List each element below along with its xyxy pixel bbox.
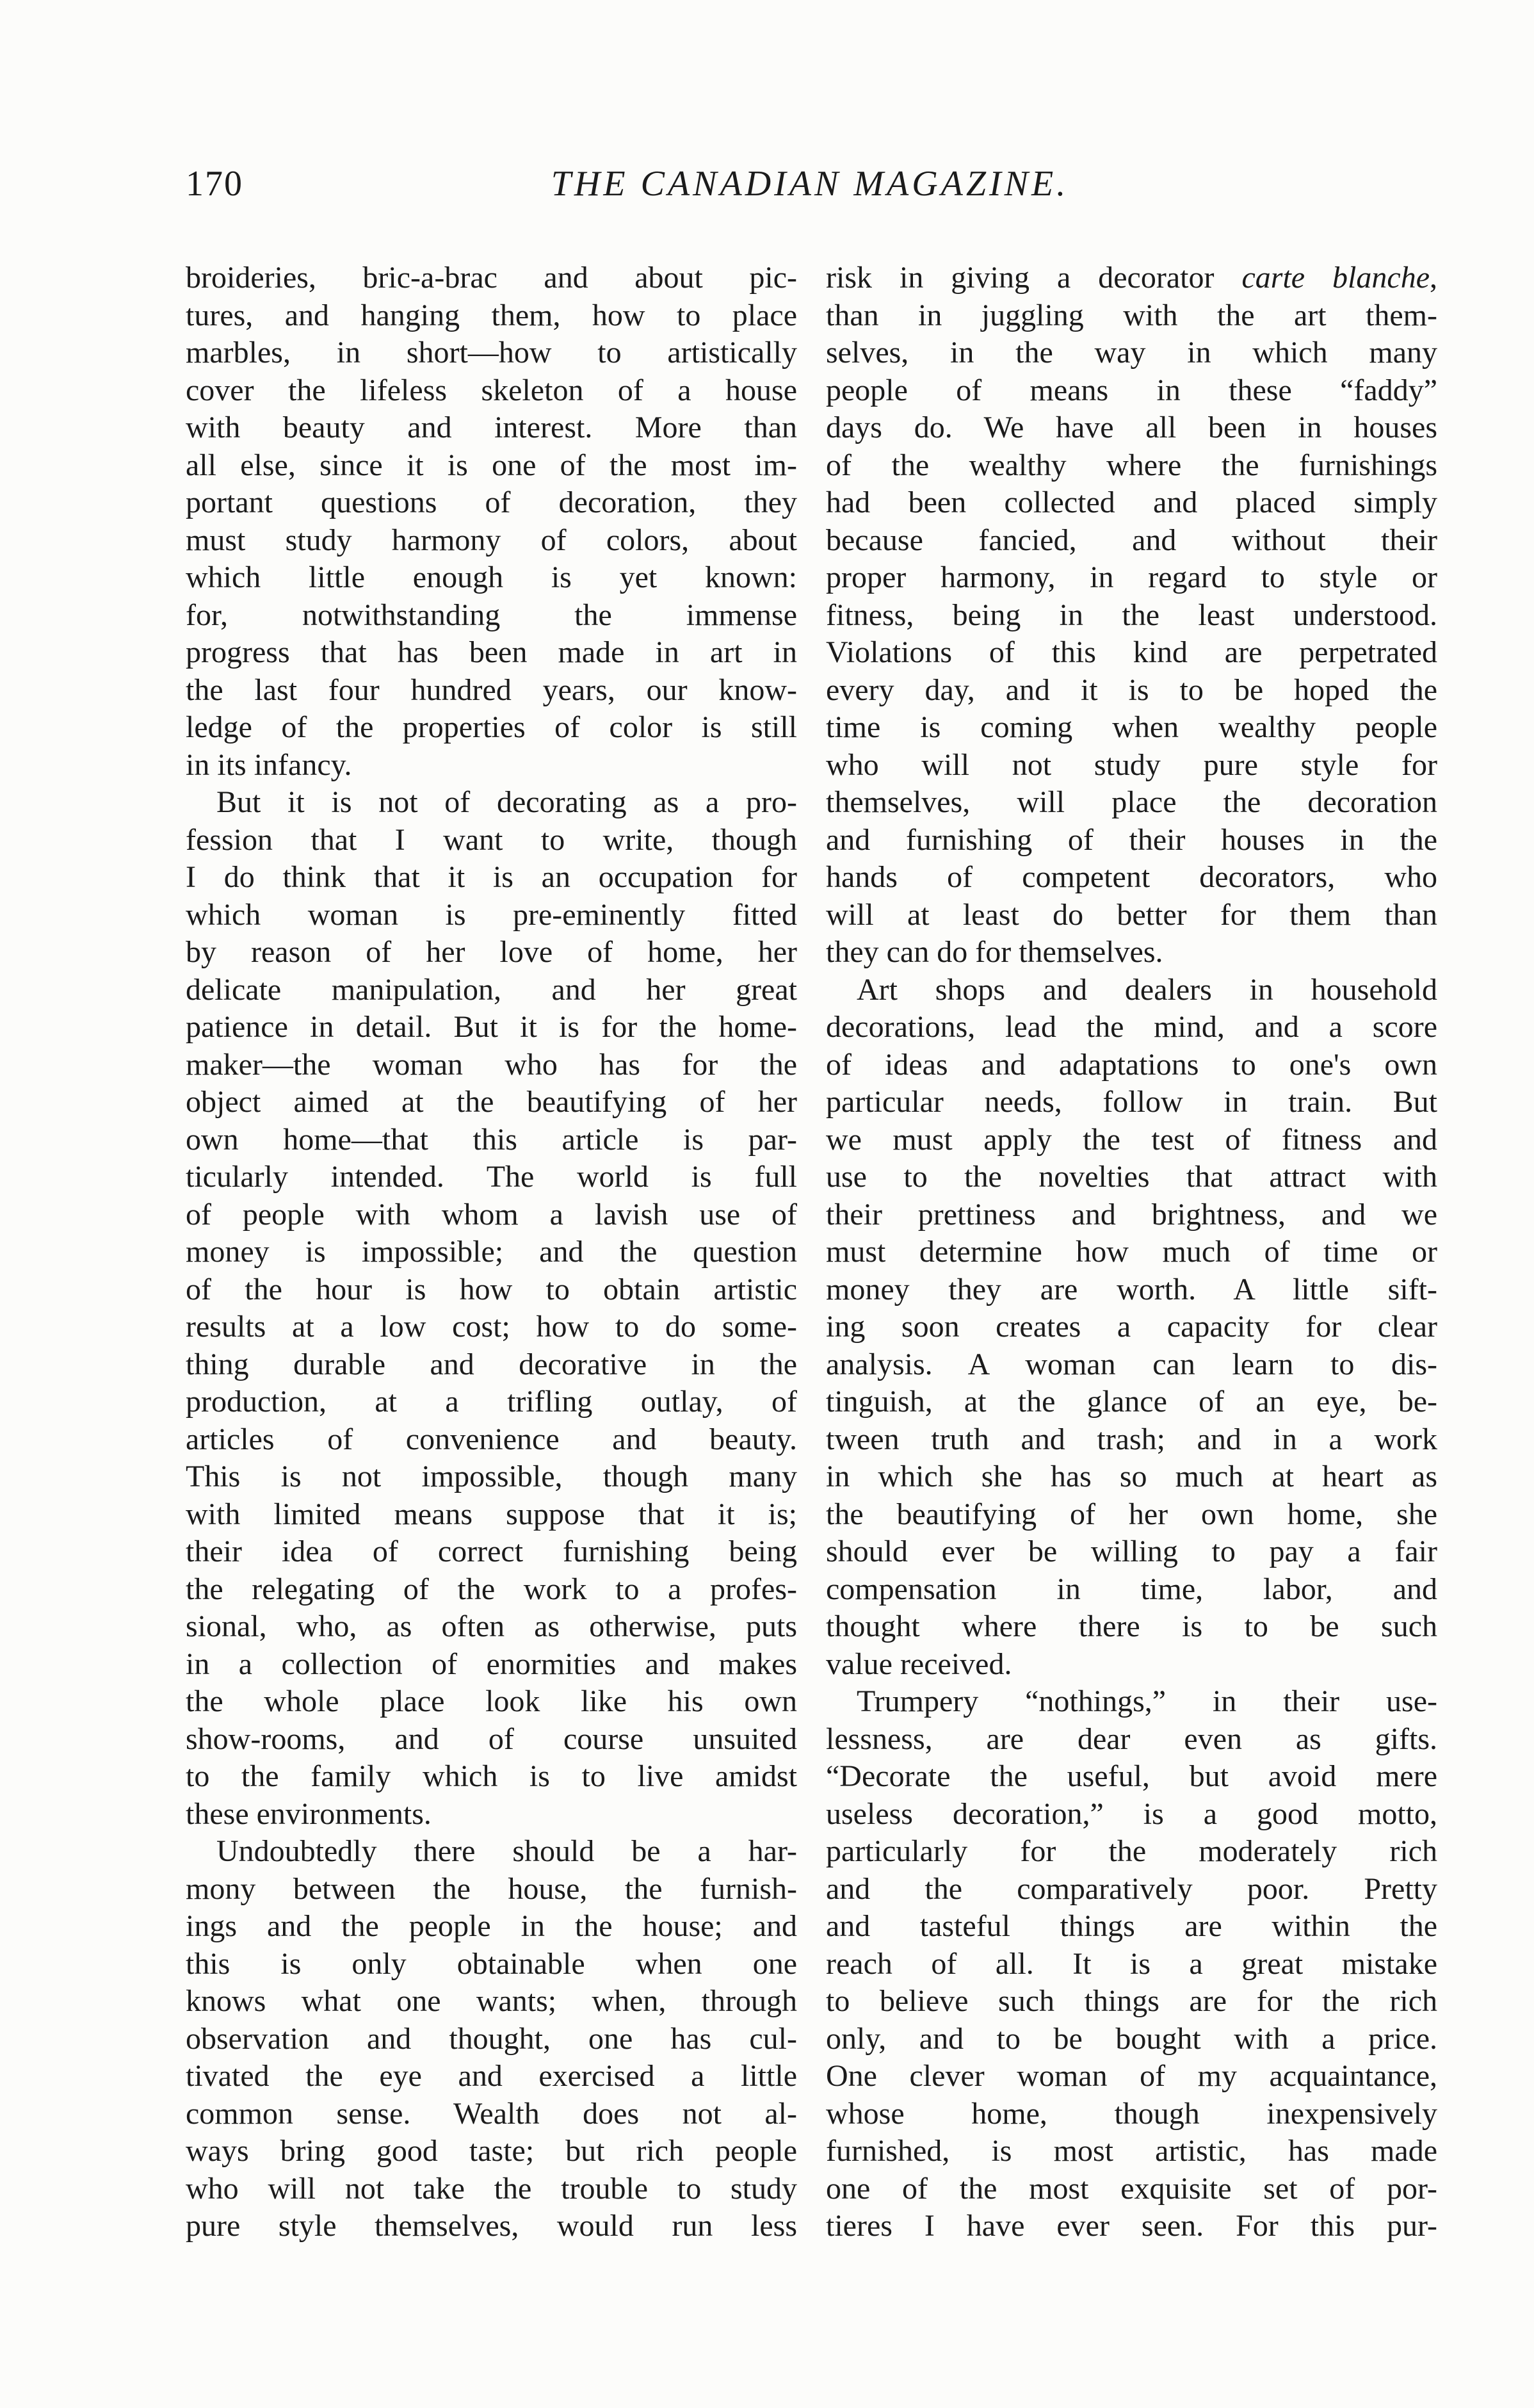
text-line: to believe such things are for the rich	[826, 1984, 1437, 2018]
text-line: useless decoration,” is a good motto,	[826, 1796, 1437, 1831]
text-line: production, at a trifling outlay, of	[186, 1385, 797, 1419]
text-line: articles of convenience and beauty.	[186, 1422, 797, 1456]
text-line: ledge of the properties of color is still	[186, 710, 797, 744]
text-line: analysis. A woman can learn to dis-	[826, 1347, 1437, 1381]
text-line: in a collection of enormities and makes	[186, 1647, 797, 1681]
text-line	[826, 259, 1437, 297]
paragraph	[186, 259, 797, 784]
text-line: furnished, is most artistic, has made	[826, 2134, 1437, 2168]
text-line: “Decorate the useful, but avoid mere	[826, 1759, 1437, 1793]
text-line: than in juggling with the art them-	[826, 298, 1437, 332]
page-number: 170	[186, 164, 243, 204]
paragraph	[826, 1683, 1437, 2245]
text-line: their prettiness and brightness, and we	[826, 1197, 1437, 1232]
text-line: the relegating of the work to a profes-	[186, 1572, 797, 1606]
paragraph	[826, 259, 1437, 972]
text-line: the last four hundred years, our know-	[186, 672, 797, 707]
text-line: by reason of her love of home, her	[186, 935, 797, 969]
text-line: must determine how much of time or	[826, 1235, 1437, 1269]
text-line: patience in detail. But it is for the home-	[186, 1010, 797, 1044]
text-line: in which she has so much at heart as	[826, 1460, 1437, 1493]
right-column	[826, 259, 1437, 2245]
text-line: cover the lifeless skeleton of a house	[186, 373, 797, 407]
text-line: selves, in the way in which many	[826, 336, 1437, 370]
text-line: and tasteful things are within the	[826, 1909, 1437, 1943]
text-line: But it is not of decorating as a pro-	[216, 785, 797, 819]
text-line: of ideas and adaptations to one's own	[826, 1047, 1437, 1082]
text-line: in its infancy.	[186, 747, 352, 782]
text-line: tivated the eye and exercised a little	[186, 2059, 797, 2093]
text-line: this is only obtainable when one	[186, 1946, 797, 1981]
text-line: whose home, though inexpensively	[826, 2096, 1437, 2131]
text-line: ing soon creates a capacity for clear	[826, 1310, 1437, 1344]
left-column	[186, 259, 797, 2245]
text-line: broideries, bric-a-brac and about pic-	[186, 261, 797, 295]
text-line: tures, and hanging them, how to place	[186, 298, 797, 332]
text-line: of people with whom a lavish use of	[186, 1197, 797, 1232]
text-segment: risk in giving a decorator	[826, 261, 1242, 295]
text-line: tinguish, at the glance of an eye, be-	[826, 1385, 1437, 1419]
text-line: value received.	[826, 1647, 1012, 1681]
text-line: all else, since it is one of the most im-	[186, 448, 797, 482]
text-line: proper harmony, in regard to style or	[826, 560, 1437, 594]
text-line: must study harmony of colors, about	[186, 523, 797, 557]
text-line: because fancied, and without their	[826, 523, 1437, 557]
text-line: which woman is pre-eminently fitted	[186, 897, 797, 932]
text-line: for, notwithstanding the immense	[186, 598, 797, 632]
text-line: money is impossible; and the question	[186, 1235, 797, 1269]
text-line: knows what one wants; when, through	[186, 1984, 797, 2018]
text-line: ings and the people in the house; and	[186, 1909, 797, 1943]
text-line: only, and to be bought with a price.	[826, 2021, 1437, 2056]
text-line: sional, who, as often as otherwise, puts	[186, 1609, 797, 1643]
text-line: thing durable and decorative in the	[186, 1347, 797, 1381]
magazine-title: THE CANADIAN MAGAZINE.	[551, 164, 1069, 204]
text-line: show-rooms, and of course unsuited	[186, 1721, 797, 1756]
text-line: ticularly intended. The world is full	[186, 1160, 797, 1194]
text-line: with limited means suppose that it is;	[186, 1497, 797, 1531]
text-line: Violations of this kind are perpetrated	[826, 635, 1437, 669]
text-line: their idea of correct furnishing being	[186, 1534, 797, 1568]
text-line: particularly for the moderately rich	[826, 1834, 1437, 1868]
text-line: every day, and it is to be hoped the	[826, 672, 1437, 707]
text-line: reach of all. It is a great mistake	[826, 1946, 1437, 1981]
text-line: mony between the house, the furnish-	[186, 1871, 797, 1906]
text-line: and furnishing of their houses in the	[826, 822, 1437, 857]
text-line: observation and thought, one has cul-	[186, 2021, 797, 2056]
text-line: will at least do better for them than	[826, 897, 1437, 932]
text-line: themselves, will place the decoration	[826, 785, 1437, 819]
text-line: compensation in time, labor, and	[826, 1572, 1437, 1606]
text-line: days do. We have all been in houses	[826, 411, 1437, 444]
text-line: own home—that this article is par-	[186, 1122, 797, 1157]
text-line: one of the most exquisite set of por-	[826, 2171, 1437, 2206]
text-line: particular needs, follow in train. But	[826, 1085, 1437, 1119]
text-line: fession that I want to write, though	[186, 822, 797, 857]
text-line: money they are worth. A little sift-	[826, 1272, 1437, 1306]
text-line: to the family which is to live amidst	[186, 1759, 797, 1793]
text-line: ways bring good taste; but rich people	[186, 2134, 797, 2168]
text-line: who will not take the trouble to study	[186, 2171, 797, 2206]
text-line: use to the novelties that attract with	[826, 1160, 1437, 1194]
text-line: object aimed at the beautifying of her	[186, 1085, 797, 1119]
paragraph	[186, 1833, 797, 2245]
text-line: had been collected and placed simply	[826, 485, 1437, 519]
text-line: delicate manipulation, and her great	[186, 972, 797, 1007]
text-line: of the wealthy where the furnishings	[826, 448, 1437, 482]
text-line: with beauty and interest. More than	[186, 411, 797, 444]
text-line: time is coming when wealthy people	[826, 710, 1437, 744]
text-line: they can do for themselves.	[826, 935, 1163, 969]
text-line: Undoubtedly there should be a har-	[216, 1834, 797, 1868]
running-header	[186, 163, 1434, 215]
text-line: marbles, in short—how to artistically	[186, 336, 797, 370]
text-line: and the comparatively poor. Pretty	[826, 1871, 1437, 1906]
text-line: Art shops and dealers in household	[857, 972, 1437, 1007]
text-segment: ,	[1430, 261, 1438, 295]
paragraph	[826, 972, 1437, 1684]
italic-phrase: carte blanche	[1241, 261, 1430, 295]
text-line: of the hour is how to obtain artistic	[186, 1272, 797, 1306]
text-line: Trumpery “nothings,” in their use-	[857, 1684, 1437, 1718]
text-line: thought where there is to be such	[826, 1609, 1437, 1643]
text-line: which little enough is yet known:	[186, 560, 797, 594]
text-line: results at a low cost; how to do some-	[186, 1310, 797, 1344]
text-line: One clever woman of my acquaintance,	[826, 2059, 1437, 2093]
text-line: common sense. Wealth does not al-	[186, 2096, 797, 2131]
text-line: these environments.	[186, 1796, 432, 1831]
text-line: the beautifying of her own home, she	[826, 1497, 1437, 1531]
text-line: tieres I have ever seen. For this pur-	[826, 2209, 1437, 2243]
text-line: fitness, being in the least understood.	[826, 598, 1437, 632]
text-line: pure style themselves, would run less	[186, 2209, 797, 2243]
paragraph	[186, 784, 797, 1833]
text-line: This is not impossible, though many	[186, 1460, 797, 1493]
text-line: who will not study pure style for	[826, 747, 1437, 782]
text-line: I do think that it is an occupation for	[186, 860, 797, 894]
text-line: decorations, lead the mind, and a score	[826, 1010, 1437, 1044]
text-line: portant questions of decoration, they	[186, 485, 797, 519]
text-line: maker—the woman who has for the	[186, 1047, 797, 1082]
text-line: hands of competent decorators, who	[826, 860, 1437, 894]
text-line: the whole place look like his own	[186, 1684, 797, 1718]
text-line: we must apply the test of fitness and	[826, 1122, 1437, 1157]
text-line: should ever be willing to pay a fair	[826, 1534, 1437, 1568]
text-line: lessness, are dear even as gifts.	[826, 1721, 1437, 1756]
text-line: tween truth and trash; and in a work	[826, 1422, 1437, 1456]
text-line: people of means in these “faddy”	[826, 373, 1437, 407]
text-line: progress that has been made in art in	[186, 635, 797, 669]
